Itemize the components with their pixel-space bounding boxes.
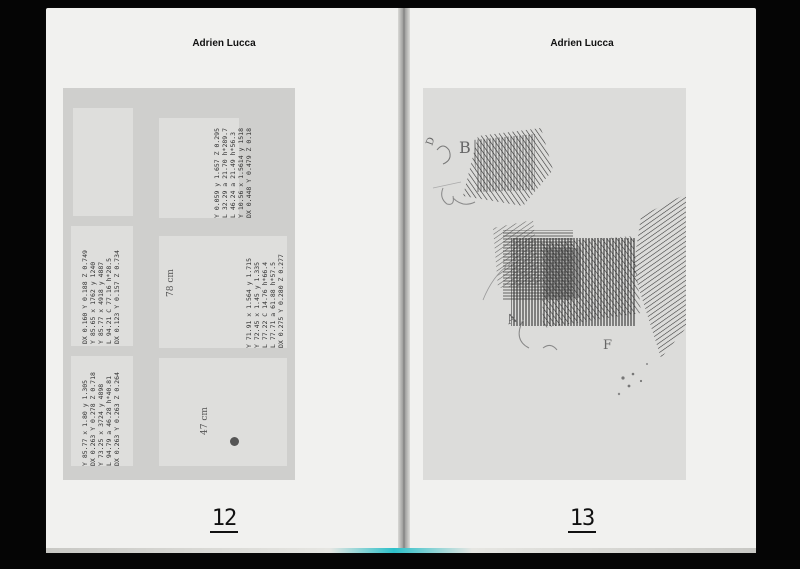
speck: [640, 380, 642, 382]
hatch-shape: [473, 134, 535, 192]
hatch-shape: [633, 194, 686, 358]
speck: [618, 393, 620, 395]
pencil-line: [433, 182, 461, 188]
page-edge: [46, 548, 756, 553]
pin-hole: [230, 437, 239, 446]
handwritten-letter: B: [459, 138, 471, 157]
printout-strip: [73, 108, 133, 216]
printout-strip: [159, 358, 287, 466]
speck: [646, 363, 648, 365]
printout-text: DX 0.160 Y 0.188 Z 0.749 Y 85.65 x 1762 y 1240 Y 85.77 x 4918 y 4887 L 94.21 C 77.16 h*28.5 DX 0.123 Y 0.157 Z 0.734: [81, 250, 121, 344]
handwritten-note: 78 cm: [165, 269, 176, 297]
left-running-head: Adrien Lucca: [192, 38, 256, 49]
pencil-mark: [442, 188, 454, 204]
right-running-head: Adrien Lucca: [550, 38, 614, 49]
book-gutter: [398, 8, 410, 553]
dark-overlap: [545, 248, 581, 298]
handwritten-note: 47 cm: [199, 407, 210, 435]
speck: [628, 385, 631, 388]
pencil-mark: [453, 198, 475, 204]
printout-text: Y 85.77 x 1.80 y 1.305 DX 0.263 Y 0.278 Z 0.718 Y 73.25 x 3724 y 4898 L 94.79 a 46.28 h*40.81 DX 0.263 Y 0.263 Z 0.264: [81, 372, 121, 466]
speck: [621, 376, 624, 379]
hatch-shape: [493, 220, 541, 288]
printout-photo: [63, 88, 295, 480]
pencil-mark: [437, 146, 450, 164]
handwritten-letter: F: [603, 338, 613, 353]
handwritten-letter: A: [504, 310, 519, 329]
left-page-number: 12: [211, 506, 237, 531]
speck: [632, 373, 635, 376]
right-page-number: 13: [569, 506, 595, 531]
pencil-mark: [543, 345, 557, 350]
hatching-drawing-photo: [423, 88, 686, 480]
printout-text: Y 0.059 y 1.657 Z 0.295 L 32.29 a 21.70 h*289.7 L 46.24 a 21.49 h*56.3 Y 10.56 x 1.5614 y 1518 DX 0.448 Y 0.479 Z 0.18: [213, 127, 253, 218]
printout-text: Y 71.91 x 1.564 y 1.715 Y 72.45 x 1.45 y 1.335 L 77.22 C 14.76 h*66.4 L 77.71 a 61.88 h*57.5 DX 0.275 Y 0.280 Z 0.277: [245, 254, 285, 348]
handwritten-letter: D: [424, 135, 438, 148]
